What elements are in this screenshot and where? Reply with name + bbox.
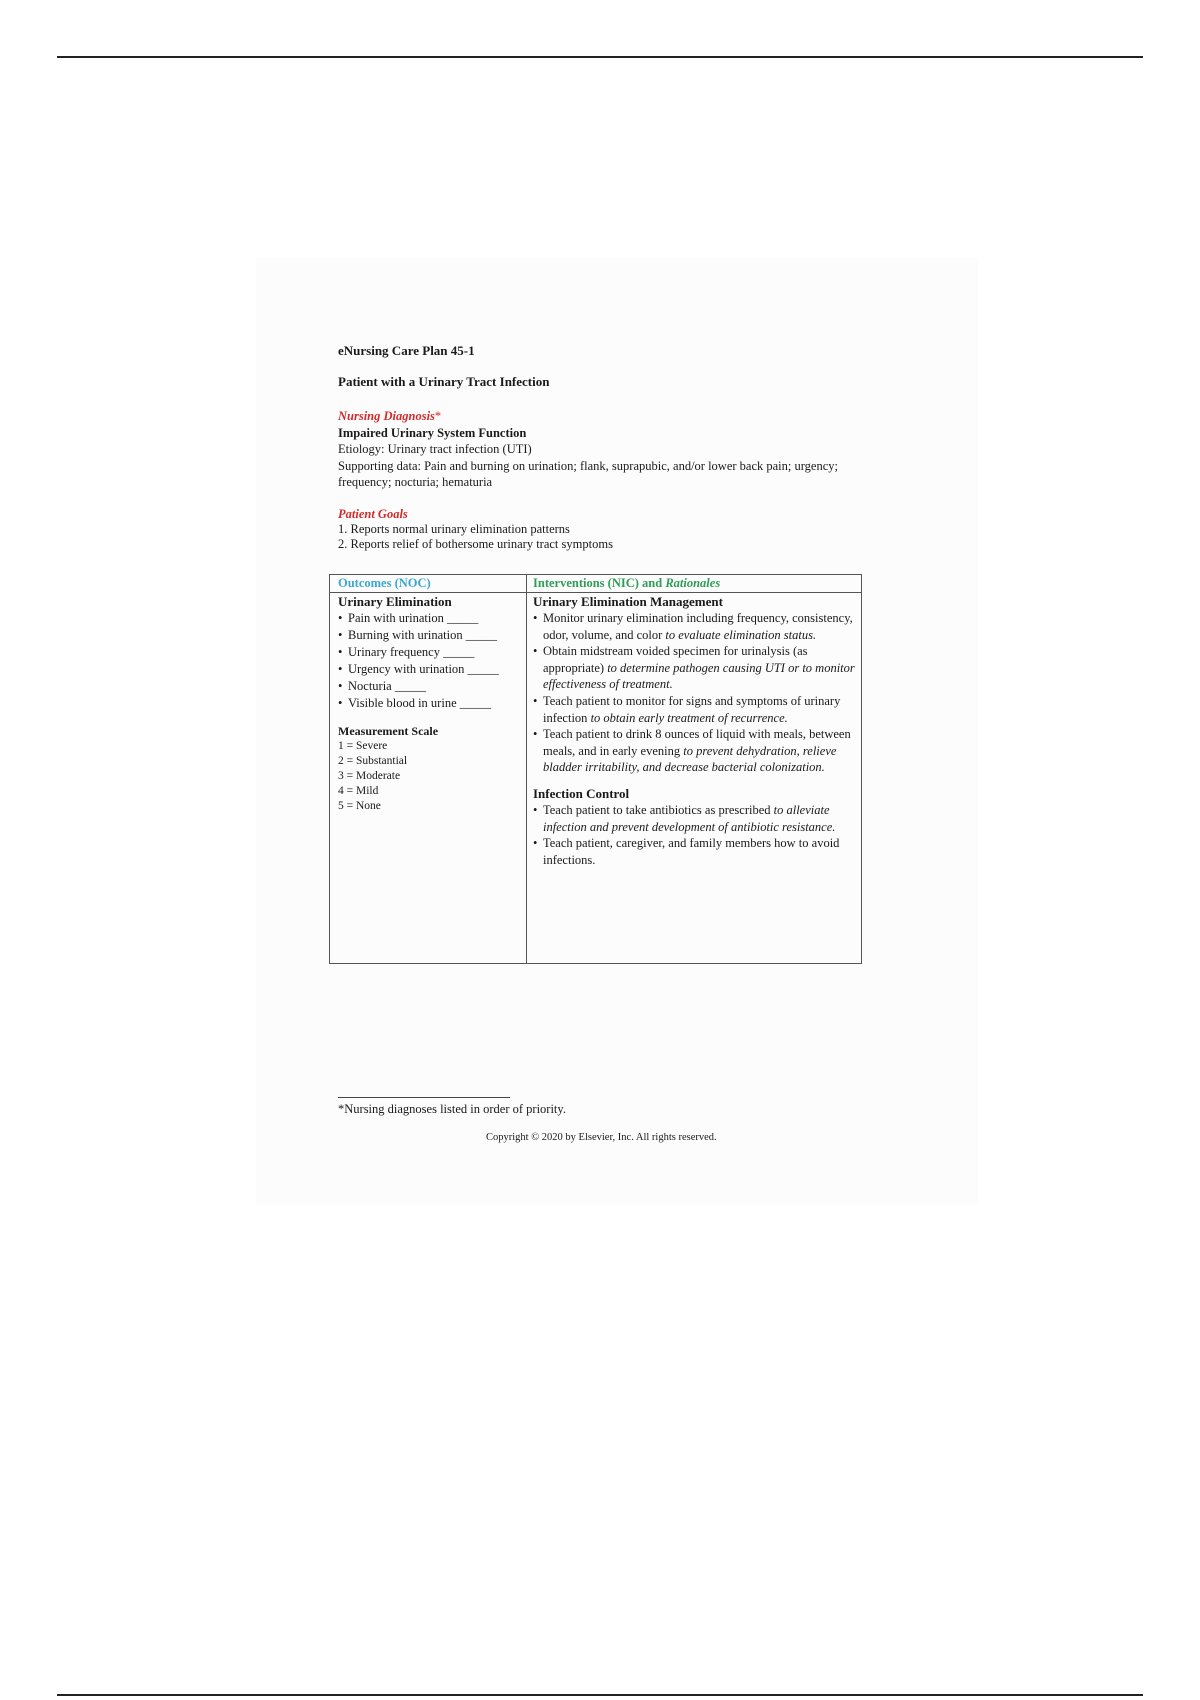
diagnosis-etiology: Etiology: Urinary tract infection (UTI) xyxy=(338,442,532,456)
page-top-rule xyxy=(57,56,1143,58)
outcome-item: • Urgency with urination _____ xyxy=(338,661,522,678)
intervention-text: Teach patient to take antibiotics as prescribed xyxy=(543,802,771,817)
intervention-item xyxy=(533,693,857,726)
scale-item: 3 = Moderate xyxy=(338,770,401,782)
intervention-rationale: to alleviate infection and prevent development of antibiotic resistance. xyxy=(543,802,836,834)
nursing-diagnosis-heading xyxy=(338,408,838,425)
patient-goals-heading: Patient Goals xyxy=(338,507,408,521)
table-column-divider xyxy=(526,575,527,963)
copyright-notice: Copyright © 2020 by Elsevier, Inc. All rights reserved. xyxy=(486,1132,717,1143)
care-plan-subtitle: Patient with a Urinary Tract Infection xyxy=(338,374,550,389)
intervention-rationale: to determine pathogen causing UTI or to monitor effectiveness of treatment. xyxy=(543,660,855,692)
patient-goal-item: 1. Reports normal urinary elimination patterns xyxy=(338,522,570,536)
diagnosis-footnote-mark: * xyxy=(434,409,442,423)
scale-item: 2 = Substantial xyxy=(338,755,408,767)
intervention-item xyxy=(533,610,857,643)
outcomes-heading: Urinary Elimination xyxy=(338,594,452,609)
intervention-section-heading: Urinary Elimination Management xyxy=(533,594,723,609)
intervention-text: Teach patient to monitor for signs and symptoms of urinary infection xyxy=(543,693,841,725)
outcomes-column xyxy=(338,593,522,814)
outcome-item: • Nocturia _____ xyxy=(338,678,522,695)
outcomes-header: Outcomes (NOC) xyxy=(338,576,431,590)
diagnosis-supporting-data: Supporting data: Pain and burning on urination; flank, suprapubic, and/or lower back pain; urgency; frequency; nocturia; hematuria xyxy=(338,458,839,489)
intervention-item xyxy=(533,802,857,835)
intervention-list xyxy=(533,610,857,776)
nursing-diagnosis-section xyxy=(338,408,838,491)
patient-goal-item: 2. Reports relief of bothersome urinary tract symptoms xyxy=(338,537,613,551)
footnote-rule xyxy=(338,1097,510,1098)
intervention-rationale: to obtain early treatment of recurrence. xyxy=(590,710,788,725)
measurement-scale-list xyxy=(338,739,522,814)
intervention-text: Obtain midstream voided specimen for urinalysis (as appropriate) xyxy=(543,644,808,675)
page-bottom-rule xyxy=(57,1694,1143,1696)
care-plan-title: eNursing Care Plan 45-1 xyxy=(338,343,475,358)
measurement-scale-heading: Measurement Scale xyxy=(338,724,439,738)
interventions-header xyxy=(533,576,720,591)
intervention-section-heading: Infection Control xyxy=(533,785,630,801)
care-plan-table xyxy=(329,574,862,964)
intervention-item xyxy=(533,643,857,693)
scale-item: 4 = Mild xyxy=(338,785,379,797)
outcome-item: • Pain with urination _____ xyxy=(338,610,522,627)
diagnosis-name: Impaired Urinary System Function xyxy=(338,425,527,440)
patient-goals-section xyxy=(338,507,838,552)
intervention-rationale: to prevent dehydration, relieve bladder irritability, and decrease bacterial colonization. xyxy=(543,743,837,775)
scale-item: 5 = None xyxy=(338,800,381,812)
intervention-item xyxy=(533,835,857,868)
intervention-text: Monitor urinary elimination including frequency, consistency, odor, volume, and color xyxy=(543,611,853,642)
outcome-item: • Burning with urination _____ xyxy=(338,627,522,644)
intervention-item xyxy=(533,726,857,776)
intervention-text: Teach patient to drink 8 ounces of liquid with meals, between meals, and in early evening xyxy=(543,727,851,758)
intervention-rationale: to evaluate elimination status. xyxy=(665,627,817,642)
outcomes-list xyxy=(338,610,522,712)
interventions-header-text: Interventions (NIC) and xyxy=(533,576,663,590)
rationales-header-text: Rationales xyxy=(665,576,721,590)
outcome-item: • Visible blood in urine _____ xyxy=(338,695,522,712)
intervention-text: Teach patient, caregiver, and family members how to avoid infections. xyxy=(543,836,840,867)
intervention-list xyxy=(533,802,857,868)
scale-item: 1 = Severe xyxy=(338,740,388,752)
interventions-column xyxy=(533,593,857,868)
diagnosis-heading-text: Nursing Diagnosis xyxy=(338,409,435,423)
footnote: *Nursing diagnoses listed in order of priority. xyxy=(338,1102,566,1116)
outcome-item: • Urinary frequency _____ xyxy=(338,644,522,661)
